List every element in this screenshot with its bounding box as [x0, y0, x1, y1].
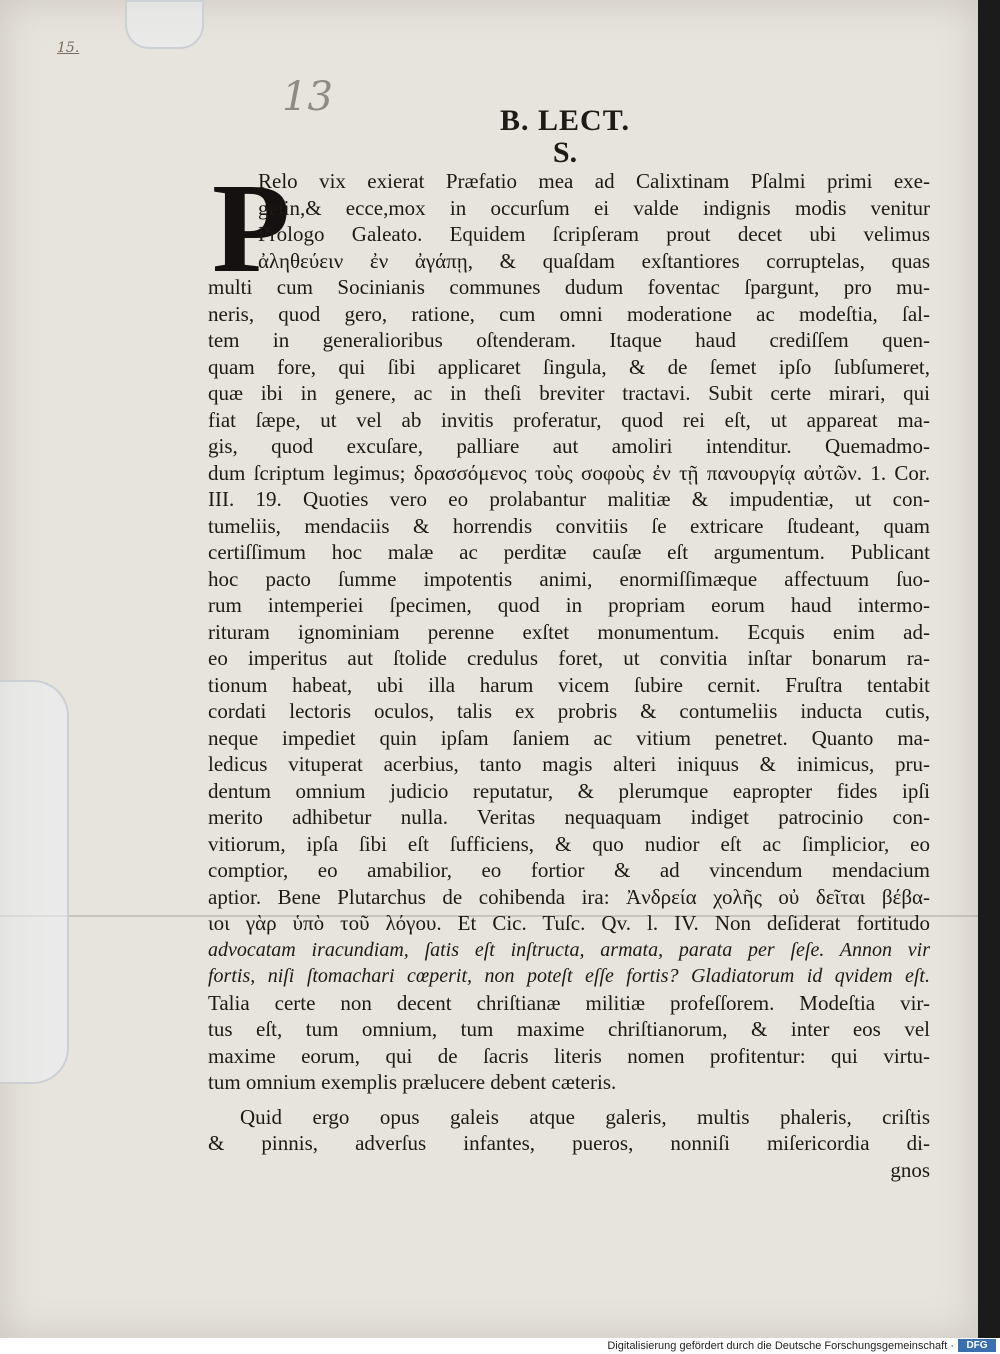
text-line: quæ ibi in genere, ac in theſi breviter tractavi. Subit certe mirari, qui: [208, 381, 930, 405]
text-line: & pinnis, adverſus infantes, pueros, nonniſi miſericordia di-: [208, 1131, 930, 1155]
text-line: neris, quod gero, ratione, cum omni moderatione ac modeſtia, ſal-: [208, 301, 930, 326]
paragraph-2: [208, 1104, 930, 1184]
text-line: merito adhibetur nulla. Veritas nequaquam indiget patrocinio con-: [208, 805, 930, 829]
heading-line-1: B. LECT.: [500, 104, 630, 137]
text-line: Relo vix exierat Præfatio mea ad Calixtinam Pſalmi primi exe-: [258, 169, 930, 193]
text-line: tum omnium exemplis prælucere debent cæteris.: [208, 1070, 617, 1094]
text-line: dum ſcriptum legimus; δρασσόμενος τοὺς σοφοὺς ἐν τῇ πανουργίᾳ αὐτῶν. 1. Cor.: [208, 460, 930, 485]
text-line: Talia certe non decent chriſtianæ militiæ profeſſorem. Modeſtia vir-: [208, 990, 930, 1015]
body-text: [208, 157, 930, 1183]
text-line: neque impediet quin ipſam ſaniem ac vitium penetret. Quanto ma-: [208, 725, 930, 750]
text-line: tus eſt, tum omnium, tum maxime chriſtianorum, & inter eos vel: [208, 1017, 930, 1041]
footer-credit: Digitalisierung gefördert durch die Deutsche Forschungsgemeinschaft ·: [607, 1340, 954, 1352]
text-line: aptior. Bene Plutarchus de cohibenda ira: Ἀνδρεία χολῆς οὐ δεῖται βέβα-: [208, 884, 930, 909]
text-line: quam fore, qui ſibi applicaret ſingula, & de ſemet ipſo ſubſumeret,: [208, 354, 930, 379]
text-line: certiſſimum hoc malæ ac perditæ cauſæ eſt argumentum. Publicant: [208, 540, 930, 564]
pencil-page-number: 13: [282, 74, 333, 120]
text-line: tumeliis, mendaciis & horrendis convitiis ſe extricare ſtudeant, quam: [208, 513, 930, 538]
scan-edge: [978, 0, 1000, 1338]
text-line: Prologo Galeato. Equidem ſcripſeram prout decet ubi velimus: [258, 222, 930, 246]
text-line: dentum omnium judicio reputatur, & plerumque eapropter fides ipſi: [208, 778, 930, 803]
text-line: cordati lectoris oculos, talis ex probris & contumeliis inducta cutis,: [208, 699, 930, 723]
drop-cap: P: [212, 157, 291, 299]
text-line: III. 19. Quoties vero eo prolabantur malitiæ & impudentiæ, ut con-: [208, 487, 930, 511]
text-line: tionum habeat, ubi illa harum vicem ſubire cernit. Fruſtra tentabit: [208, 672, 930, 697]
text-line: rum intemperiei ſpecimen, quod in propriam eorum haud intermo-: [208, 593, 930, 617]
text-line: hoc pacto ſumme impotentis animi, enormiſſimæque affectuum ſuo-: [208, 566, 930, 591]
text-line: fiat ſæpe, ut vel ab invitis proferatur, quod rei eſt, ut appareat ma-: [208, 407, 930, 432]
text-line-italic: fortis, niſi ſtomachari cœperit, non poteſt eſſe fortis? Gladiatorum id qvidem eſt.: [208, 965, 930, 987]
text-line: rituram ignominiam perenne exſtet monumentum. Ecquis enim ad-: [208, 619, 930, 644]
text-line: eo imperitus aut ſtolide credulus foret, ut convitia inſtar bonarum ra-: [208, 646, 930, 670]
text-line: comptior, eo amabilior, eo fortior & ad vincendum mendacium: [208, 858, 930, 882]
text-line-italic: advocatam iracundiam, ſatis eſt inſtructa, armata, parata per ſeſe. Annon vir: [208, 938, 930, 961]
paper-clip-top: [125, 0, 204, 49]
text-line: ιοι γὰρ ὑπὸ τοῦ λόγου. Et Cic. Tuſc. Qv. l. IV. Non deſiderat fortitudo: [208, 911, 930, 935]
text-line: multi cum Socinianis communes dudum foventac ſpargunt, pro mu-: [208, 275, 930, 299]
text-line: ἀληθεύειν ἐν ἀγάπῃ, & quaſdam exſtantiores corruptelas, quas: [258, 248, 930, 273]
text-line: geſin,& ecce,mox in occurſum ei valde indignis modis venitur: [258, 195, 930, 220]
text-line: vitiorum, ipſa ſibi eſt ſufficiens, & quo nudior eſt ac ſimplicior, eo: [208, 831, 930, 856]
text-line: maxime eorum, qui de ſacris literis nomen profitentur: qui virtu-: [208, 1043, 930, 1068]
text-line: Quid ergo opus galeis atque galeris, multis phaleris, criſtis: [240, 1104, 930, 1129]
catchword: gnos: [890, 1157, 930, 1182]
text-line: tem in generalioribus oſtenderam. Itaque haud crediſſem quen-: [208, 328, 930, 352]
text-line: gis, quod excuſare, palliare aut amoliri intenditur. Quemadmo-: [208, 434, 930, 458]
text-line: ledicus vituperat acerbius, tanto magis alteri iniquus & inimicus, pru-: [208, 752, 930, 776]
paper-clip-left: [0, 680, 69, 1084]
dfg-logo: DFG: [958, 1339, 996, 1352]
heading-line-2: S.: [552, 136, 578, 169]
margin-note: 15.: [57, 40, 80, 56]
